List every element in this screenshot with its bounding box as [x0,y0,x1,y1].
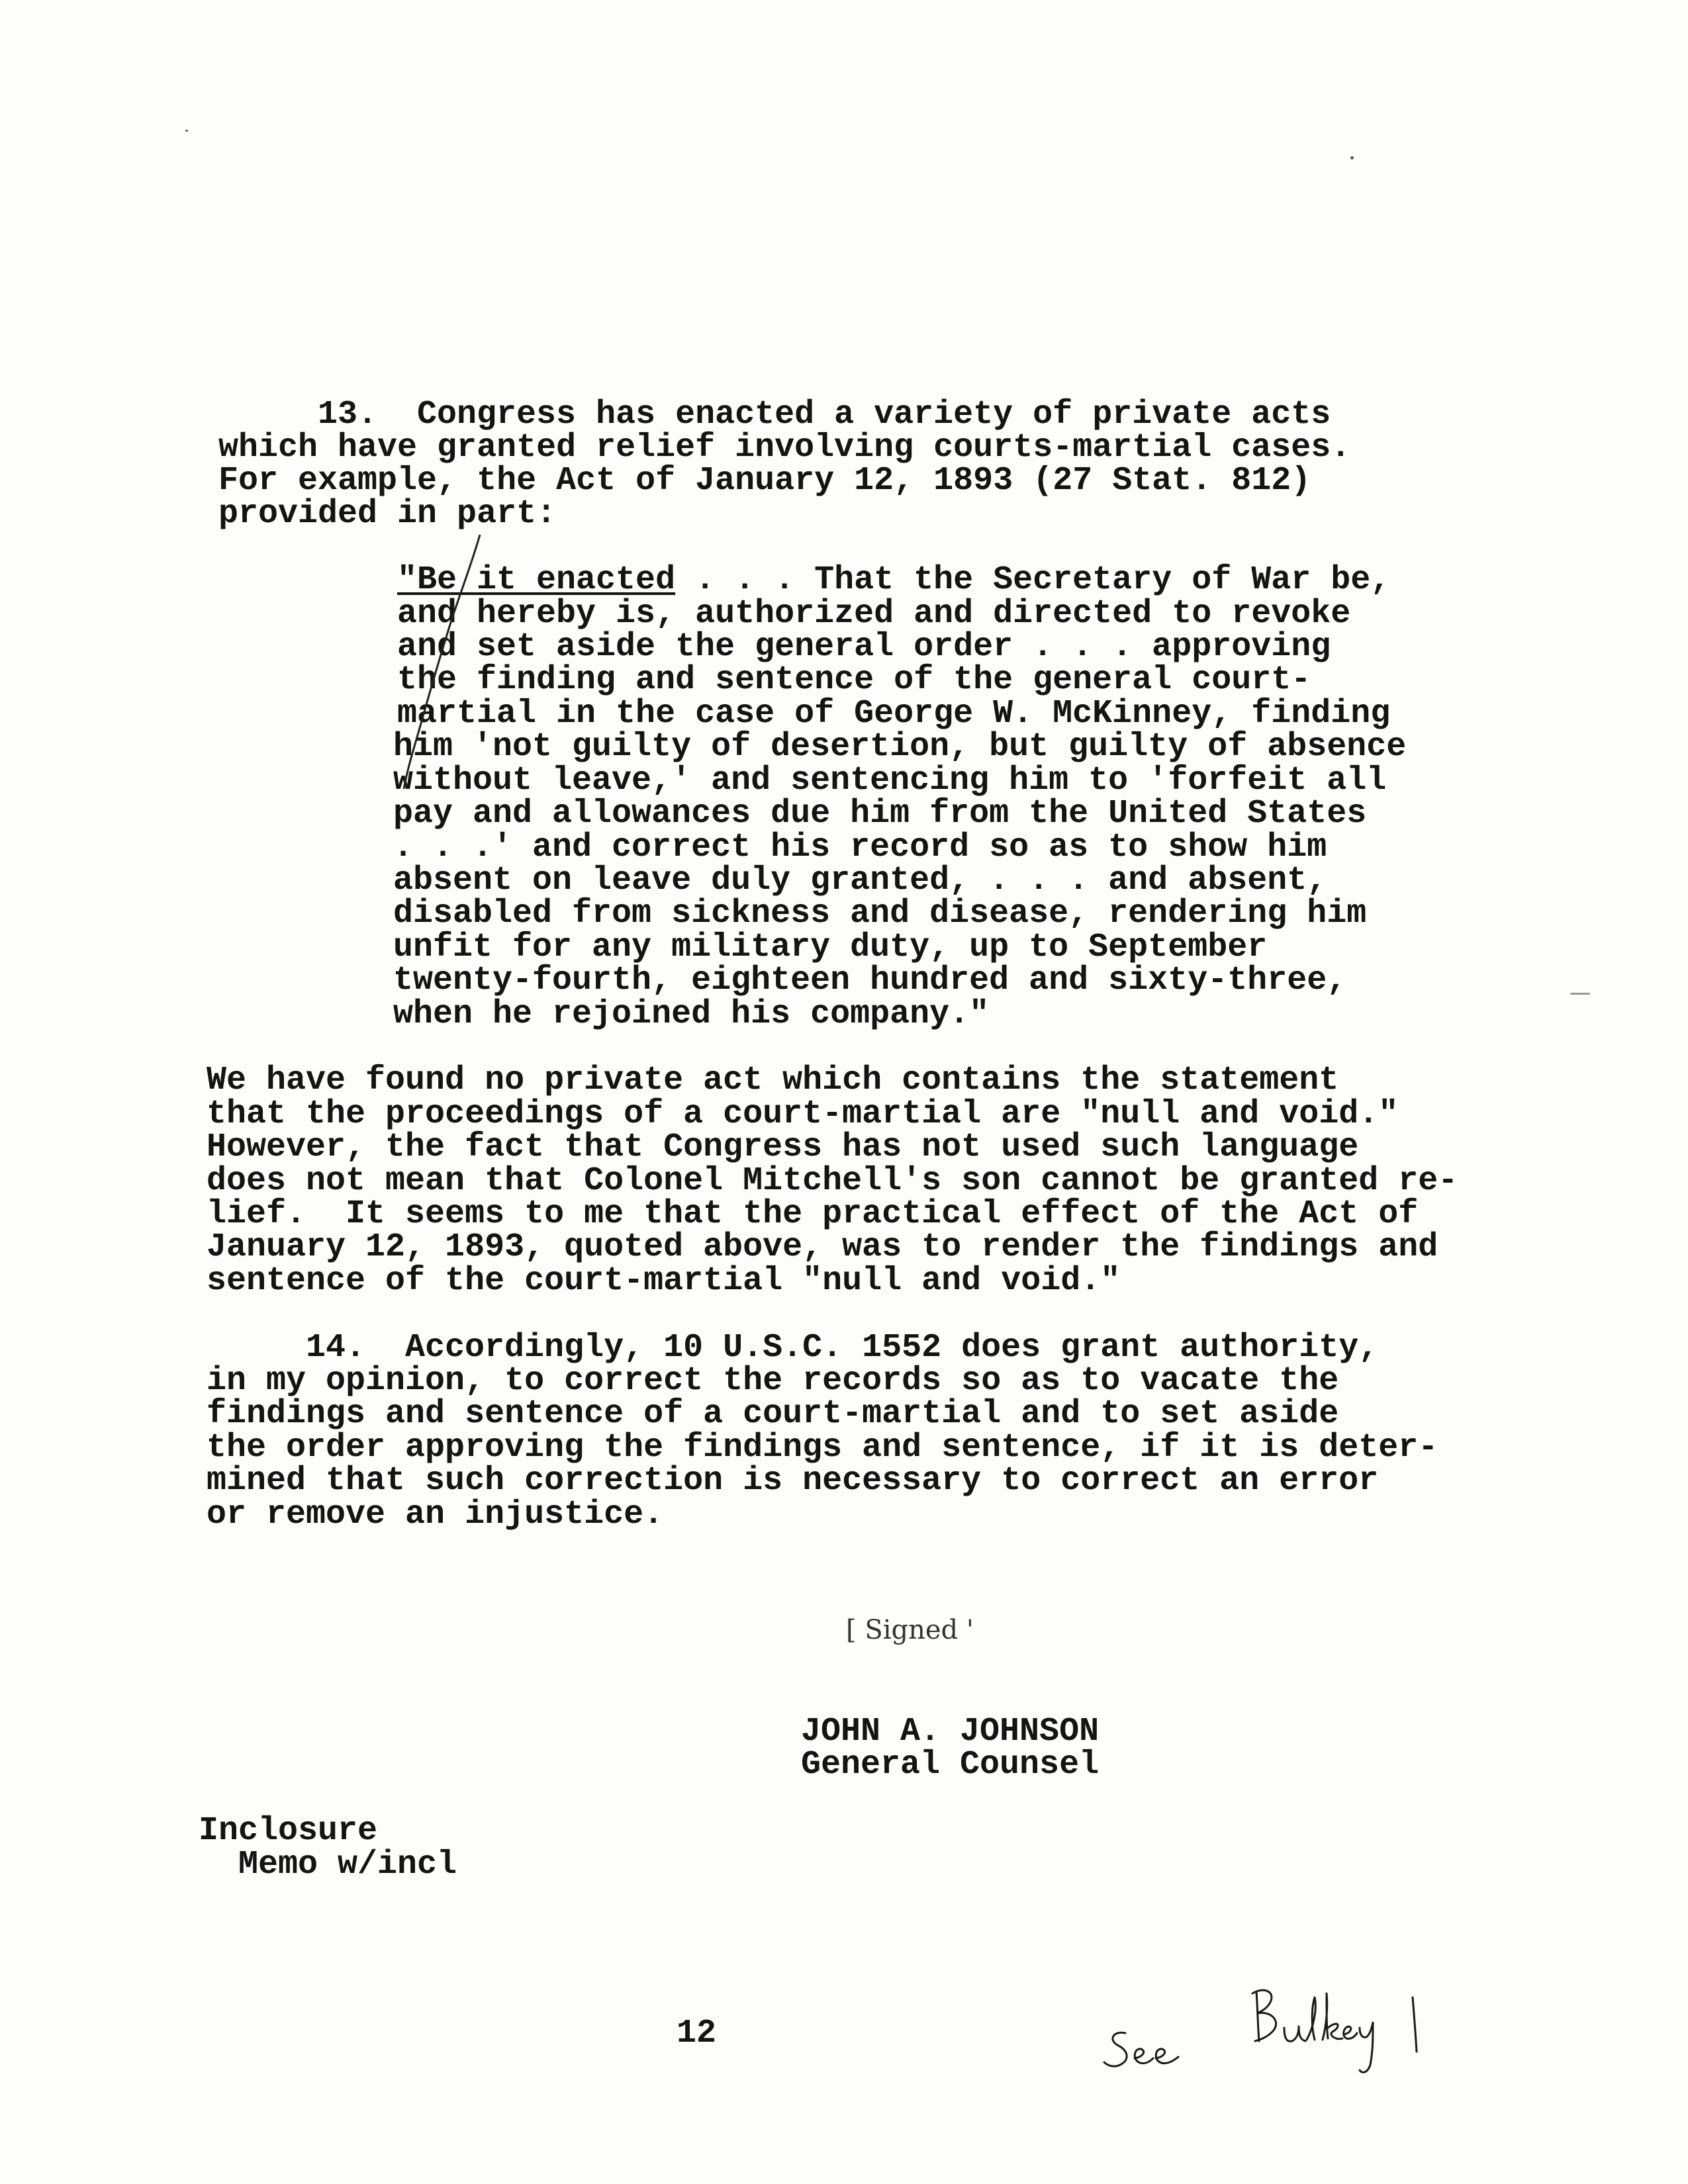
enclosure-item: Memo w/incl [238,1846,457,1884]
quote-line: and hereby is, authorized and directed to revoke [397,595,1351,633]
handwritten-note [1099,1959,1443,2078]
quote-line: twenty-fourth, eighteen hundred and sixty-three, [393,962,1347,999]
text-line: 14. Accordingly, 10 U.S.C. 1552 does grant authority, [306,1329,1379,1367]
quote-line: . . .' and correct his record so as to show him [393,829,1327,866]
quote-line: unfit for any military duty, up to September [393,929,1268,966]
text-line: sentence of the court-martial "null and void." [207,1262,1121,1300]
quote-line: martial in the case of George W. McKinney, finding [397,695,1391,733]
quote-line: disabled from sickness and disease, rendering him [393,895,1367,933]
signer-title: General Counsel [801,1746,1100,1784]
text-line: For example, the Act of January 12, 1893 (27 Stat. 812) [218,462,1311,500]
quote-underlined-phrase: "Be it enacted [397,561,676,599]
text-line: We have found no private act which contains the statement [207,1062,1339,1099]
text-line: 13. Congress has enacted a variety of private acts [318,396,1331,433]
scan-speck [1350,156,1354,159]
text-line: which have granted relief involving courts-martial cases. [218,429,1351,467]
quote-line: pay and allowances due him from the United States [393,795,1367,833]
text-line: findings and sentence of a court-martial and to set aside [207,1395,1339,1433]
text-line: or remove an injustice. [207,1496,664,1533]
quote-line: without leave,' and sentencing him to 'forfeit all [393,762,1387,799]
signer-name: JOHN A. JOHNSON [801,1713,1100,1751]
pen-strike-mark [371,529,503,794]
text-line: mined that such correction is necessary to correct an error [207,1462,1379,1500]
enclosure-heading: Inclosure [199,1812,378,1850]
text-line: that the proceedings of a court-martial are "null and void." [207,1095,1399,1133]
text-line: January 12, 1893, quoted above, was to render the findings and [207,1228,1438,1266]
text-line: does not mean that Colonel Mitchell's son cannot be granted re- [207,1162,1458,1200]
quote-first-line [397,561,1391,599]
quote-line: when he rejoined his company." [393,995,990,1033]
page-number: 12 [677,2015,717,2052]
text-line: provided in part: [218,495,557,533]
text-line: lief. It seems to me that the practical effect of the Act of [207,1195,1419,1233]
text-line: in my opinion, to correct the records so as to vacate the [207,1362,1339,1400]
signed-stamp: [ Signed ' [846,1615,974,1645]
quote-line: him 'not guilty of desertion, but guilty of absence [393,728,1407,766]
scan-speck [185,130,188,132]
text-line: the order approving the findings and sentence, if it is deter- [207,1429,1438,1467]
quote-line: absent on leave duly granted, . . . and absent, [393,862,1327,899]
scan-speck [1570,993,1590,995]
text-line: However, the fact that Congress has not used such language [207,1128,1359,1166]
quote-first-line-rest: . . . That the Secretary of War be, [675,561,1391,599]
quote-line: and set aside the general order . . . approving [397,628,1331,666]
quote-line: the finding and sentence of the general court- [397,661,1311,699]
